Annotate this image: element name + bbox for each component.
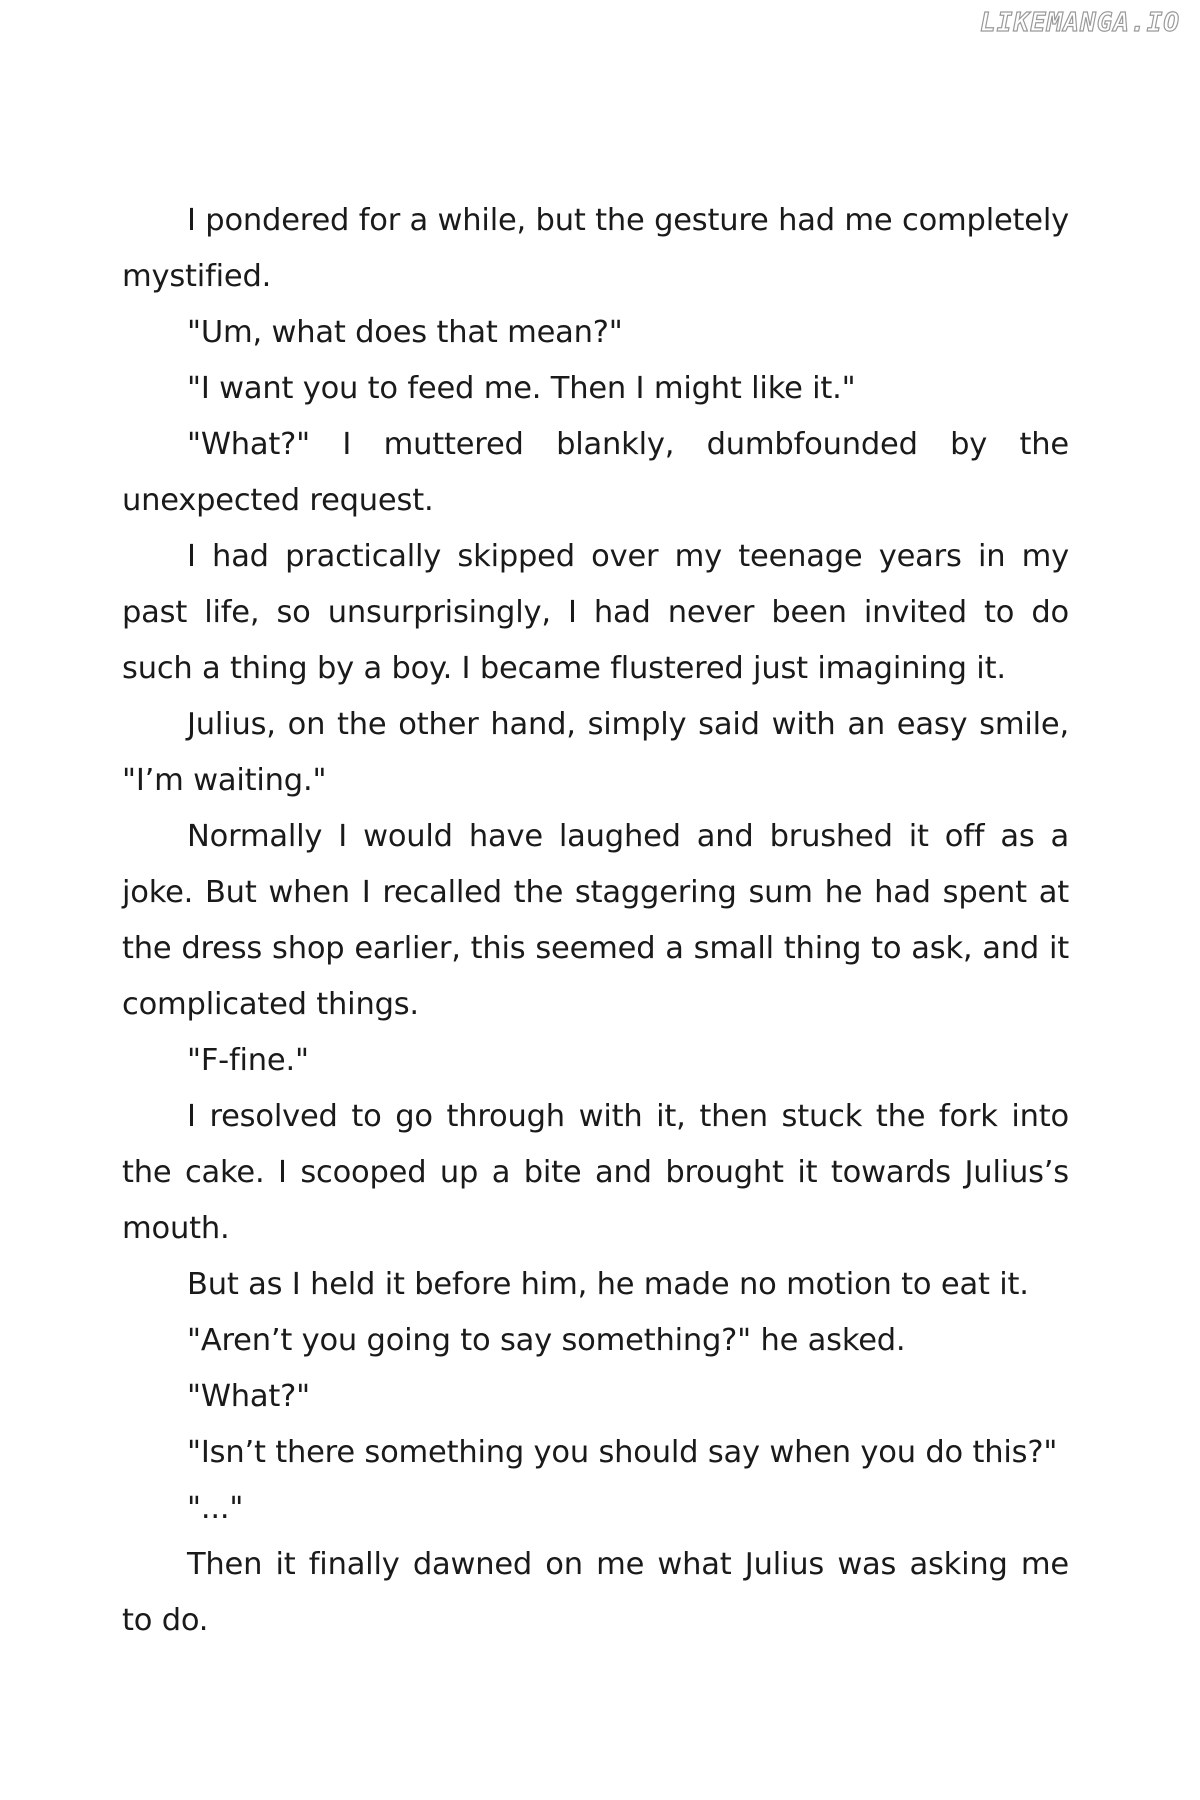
paragraph: Julius, on the other hand, simply said with an easy smile, "I’m waiting." <box>122 707 1069 798</box>
paragraph: But as I held it before him, he made no motion to eat it. <box>187 1267 1029 1302</box>
paragraph: I resolved to go through with it, then stuck the fork into the cake. I scooped up a bite and brought it towards Julius’s mouth. <box>122 1099 1069 1246</box>
paragraph: "..." <box>187 1491 244 1526</box>
site-watermark: LIKEMANGA.IO <box>980 8 1180 38</box>
paragraph: "What?" <box>187 1379 310 1414</box>
paragraph: "I want you to feed me. Then I might like it." <box>187 371 856 406</box>
novel-page-text <box>122 193 1069 1649</box>
paragraph: Normally I would have laughed and brushed it off as a joke. But when I recalled the staggering sum he had spent at the dress shop earlier, this seemed a small thing to ask, and it complicated things. <box>122 819 1069 1022</box>
paragraph: "F-fine." <box>187 1043 309 1078</box>
paragraph: "Aren’t you going to say something?" he asked. <box>187 1323 906 1358</box>
paragraph: "What?" I muttered blankly, dumbfounded by the unexpected request. <box>122 427 1069 518</box>
paragraph: I had practically skipped over my teenage years in my past life, so unsurprisingly, I had never been invited to do such a thing by a boy. I became flustered just imagining it. <box>122 539 1069 686</box>
paragraph: "Isn’t there something you should say when you do this?" <box>187 1435 1058 1470</box>
paragraph: I pondered for a while, but the gesture had me completely mystified. <box>122 203 1069 294</box>
paragraph: Then it finally dawned on me what Julius was asking me to do. <box>122 1547 1069 1638</box>
paragraph: "Um, what does that mean?" <box>187 315 623 350</box>
